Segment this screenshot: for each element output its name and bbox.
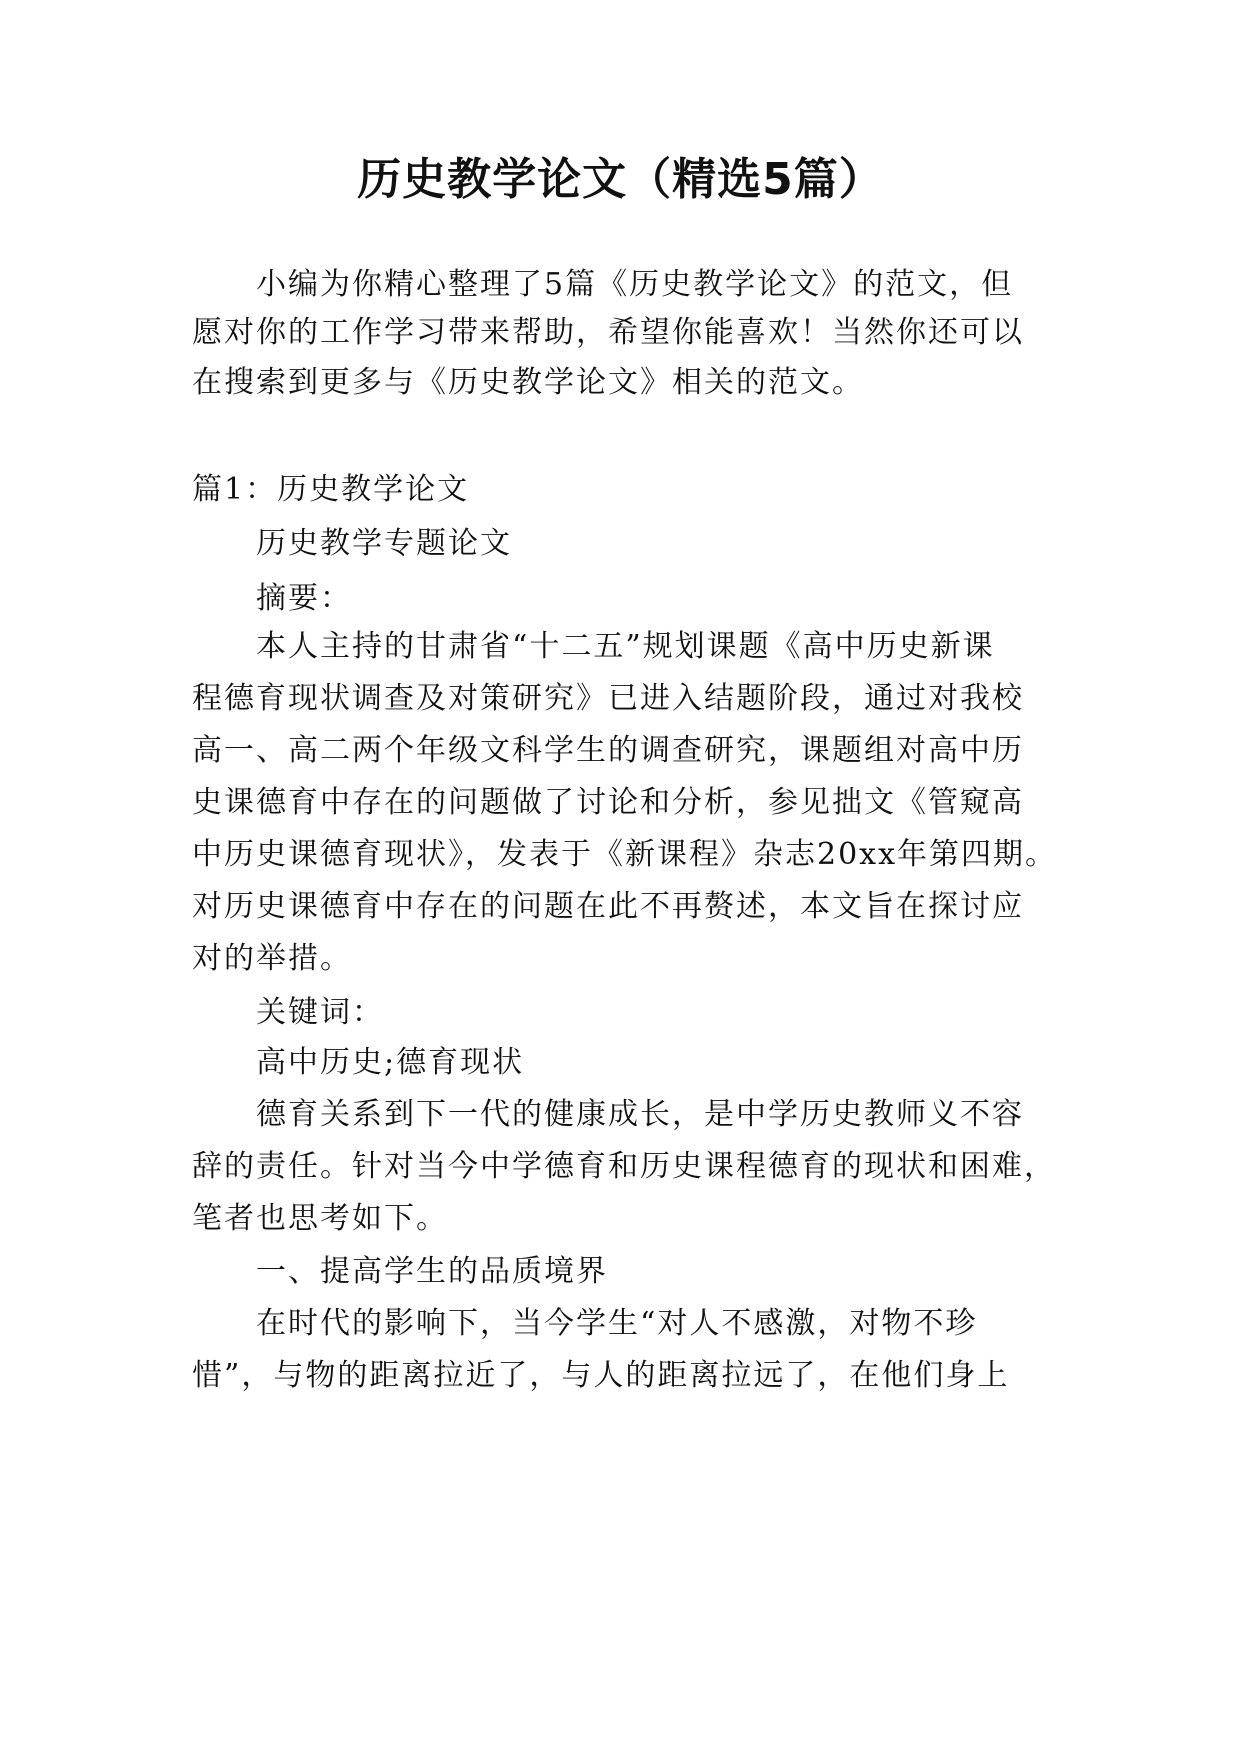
subsection-line-2: 惜”，与物的距离拉近了，与人的距离拉远了，在他们身上 (192, 1358, 1010, 1393)
subsection-heading: 一、提高学生的品质境界 (256, 1254, 608, 1289)
intro-line-2: 愿对你的工作学习带来帮助，希望你能喜欢！当然你还可以 (192, 315, 1024, 350)
abstract-line-7: 对的举措。 (192, 941, 352, 976)
keywords-label: 关键词： (256, 995, 384, 1030)
abstract-line-6: 对历史课德育中存在的问题在此不再赘述，本文旨在探讨应 (192, 889, 1024, 924)
section-heading: 篇1：历史教学论文 (192, 472, 470, 507)
subsection-line-1: 在时代的影响下，当今学生“对人不感激，对物不珍 (256, 1306, 978, 1341)
paper-subtitle: 历史教学专题论文 (256, 526, 512, 561)
intro-line-3: 在搜索到更多与《历史教学论文》相关的范文。 (192, 365, 864, 400)
abstract-line-3: 高一、高二两个年级文科学生的调查研究，课题组对高中历 (192, 733, 1024, 768)
document-title: 历史教学论文（精选5篇） (357, 154, 884, 205)
keywords-text: 高中历史;德育现状 (256, 1045, 525, 1080)
abstract-label: 摘要： (256, 581, 352, 616)
body-line-1: 德育关系到下一代的健康成长，是中学历史教师义不容 (256, 1097, 1024, 1132)
abstract-line-1: 本人主持的甘肃省“十二五”规划课题《高中历史新课 (256, 629, 995, 664)
body-line-3: 笔者也思考如下。 (192, 1201, 448, 1236)
intro-line-1: 小编为你精心整理了5篇《历史教学论文》的范文，但 (256, 267, 1014, 302)
body-line-2: 辞的责任。针对当今中学德育和历史课程德育的现状和困难， (192, 1149, 1056, 1184)
abstract-line-5: 中历史课德育现状》，发表于《新课程》杂志20xx年第四期。 (192, 837, 1058, 872)
abstract-line-4: 史课德育中存在的问题做了讨论和分析，参见拙文《管窥高 (192, 785, 1024, 820)
abstract-line-2: 程德育现状调查及对策研究》已进入结题阶段，通过对我校 (192, 681, 1024, 716)
